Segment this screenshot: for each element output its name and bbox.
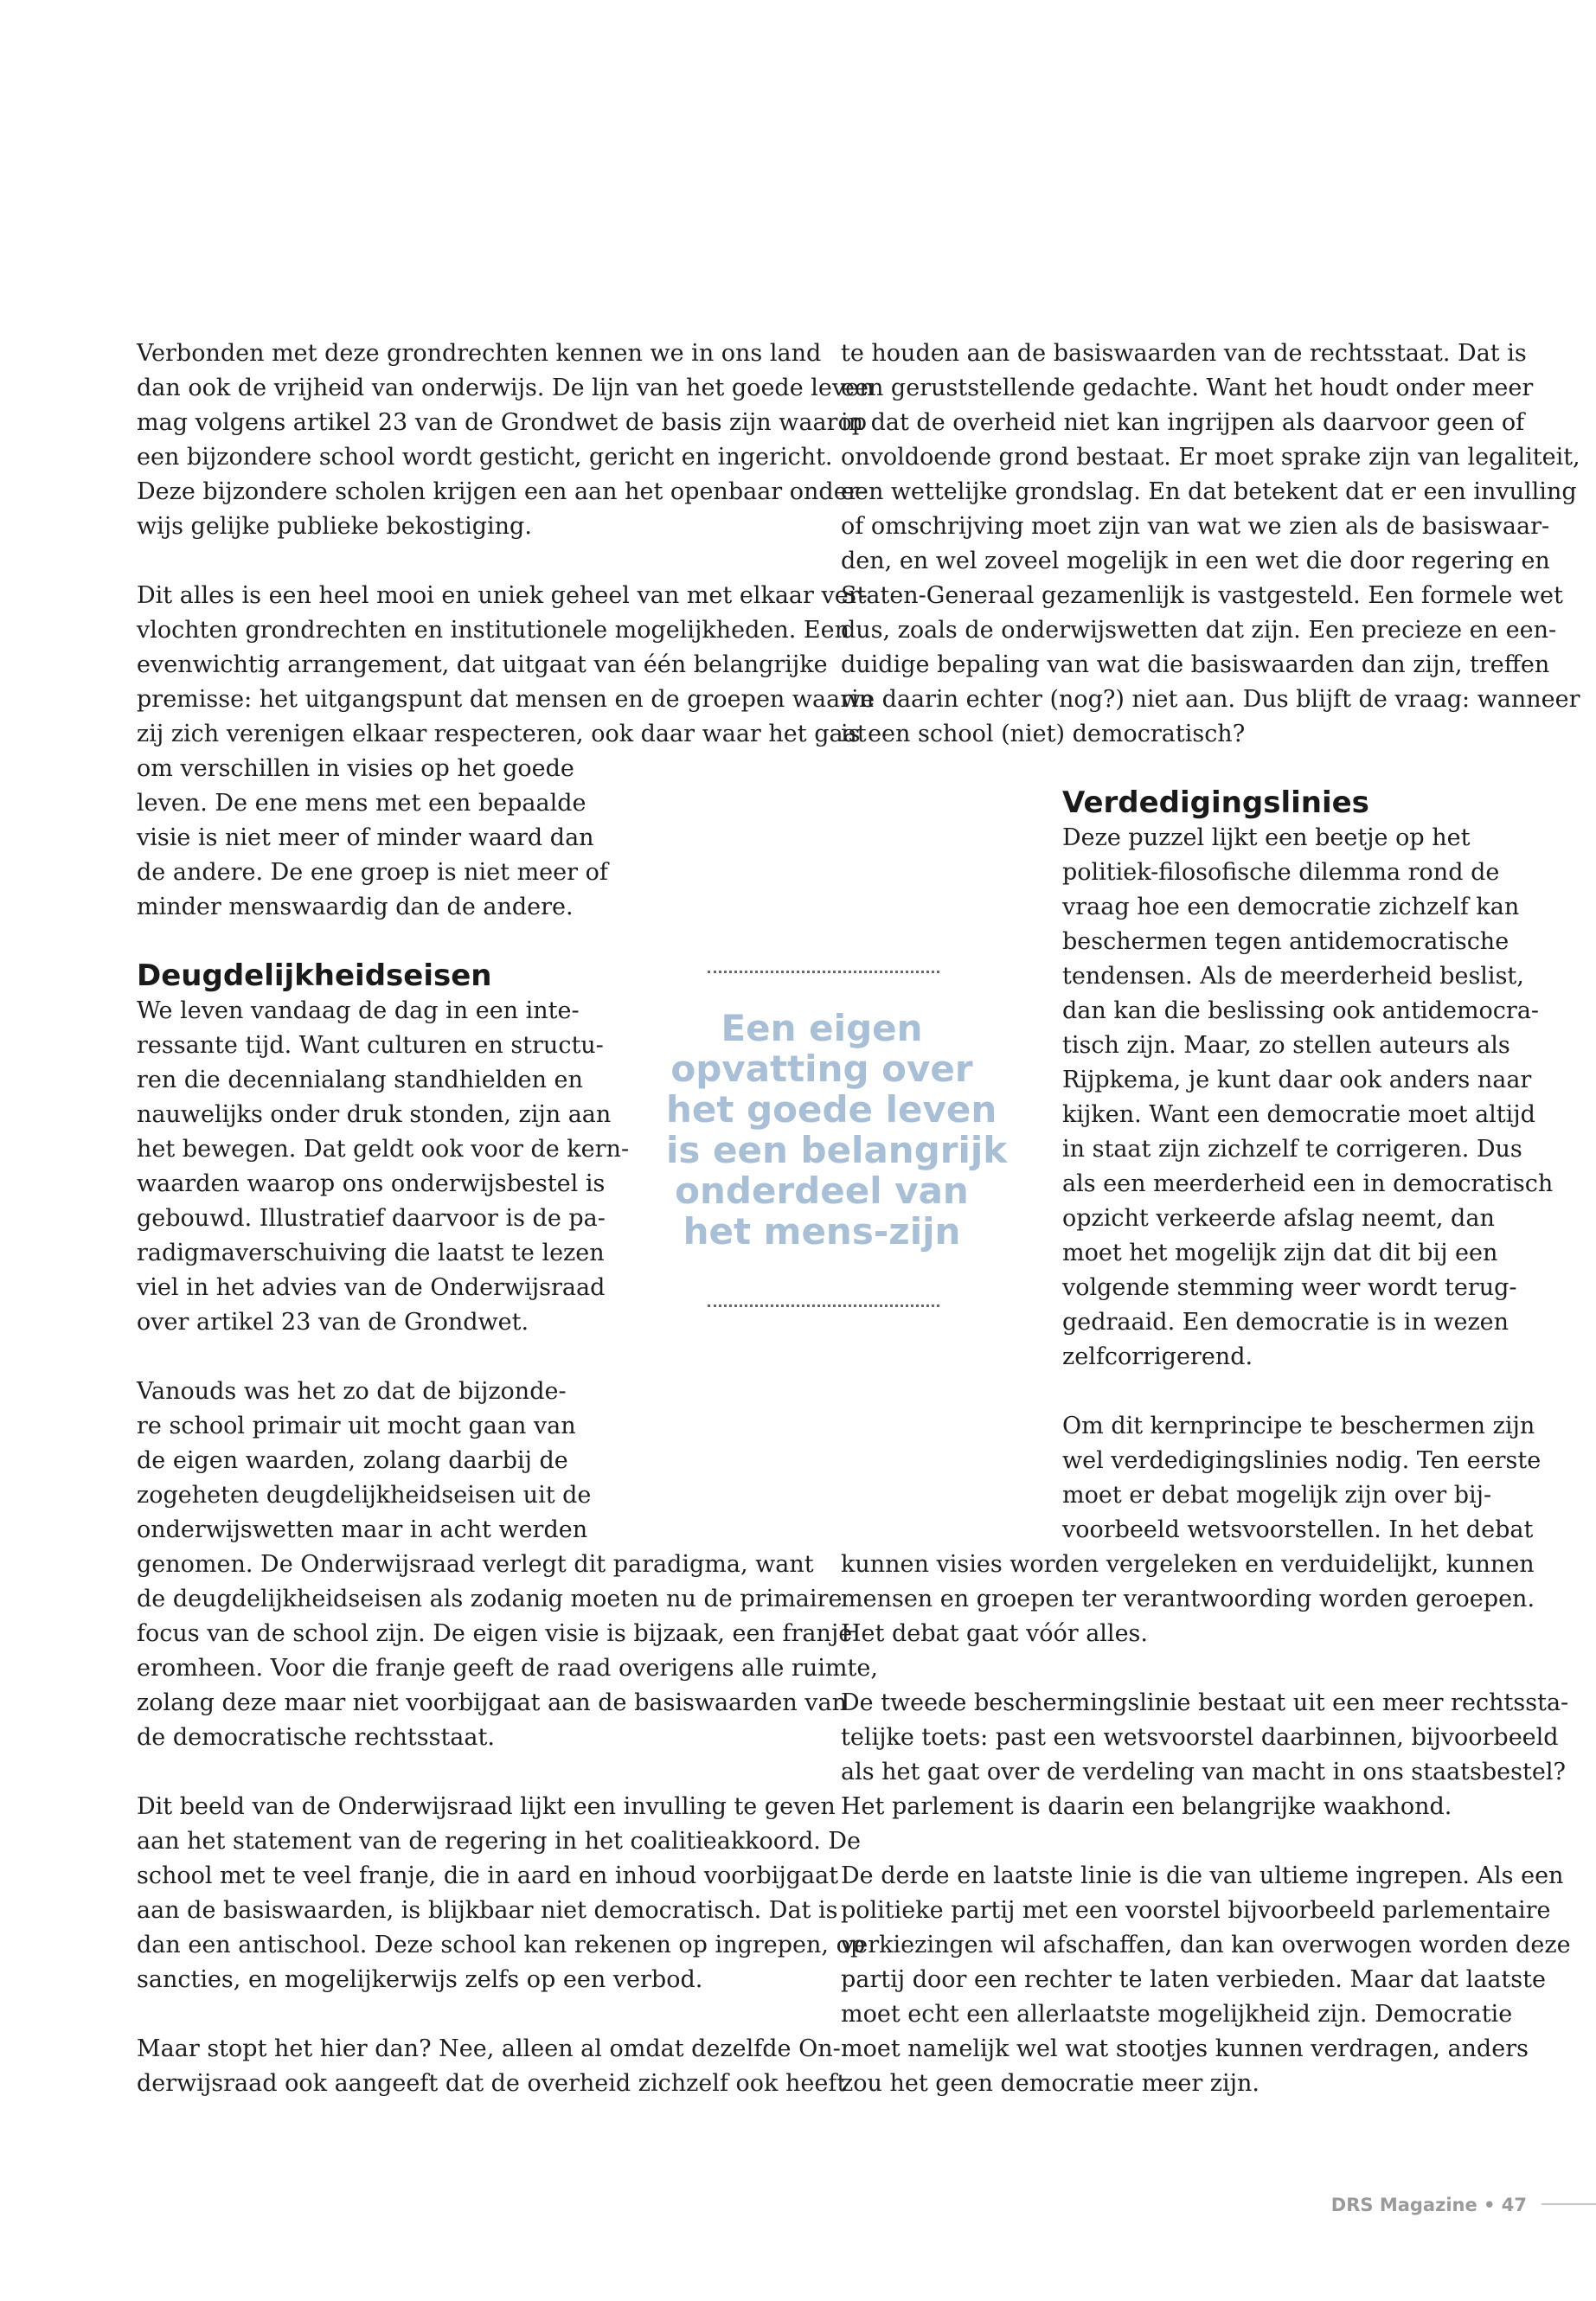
body-line: tendensen. Als de meerderheid beslist,	[1062, 963, 1524, 990]
body-line: minder menswaardig dan de andere.	[137, 894, 574, 920]
body-line: premisse: het uitgangspunt dat mensen en de groepen waarin	[137, 686, 875, 713]
body-line: te houden aan de basiswaarden van de rechtsstaat. Dat is	[841, 340, 1527, 367]
body-line: Deze bijzondere scholen krijgen een aan het openbaar onder-	[137, 478, 867, 505]
body-line: school met te veel franje, die in aard en inhoud voorbijgaat	[137, 1862, 839, 1889]
body-line: waarden waarop ons onderwijsbestel is	[137, 1170, 606, 1197]
body-line: als het gaat over de verdeling van macht in ons staatsbestel?	[841, 1759, 1566, 1785]
body-line: Het parlement is daarin een belangrijke waakhond.	[841, 1793, 1452, 1820]
body-line: eromheen. Voor die franje geeft de raad overigens alle ruimte,	[137, 1655, 878, 1682]
body-line: een geruststellende gedachte. Want het houdt onder meer	[841, 375, 1534, 401]
body-line: partij door een rechter te laten verbieden. Maar dat laatste	[841, 1966, 1546, 1993]
body-line: re school primair uit mocht gaan van	[137, 1413, 576, 1439]
body-line: zolang deze maar niet voorbijgaat aan de basiswaarden van	[137, 1689, 848, 1716]
pull-quote-line: is een belangrijk	[666, 1129, 1008, 1171]
body-line: moet namelijk wel wat stootjes kunnen verdragen, anders	[841, 2035, 1529, 2062]
body-line: als een meerderheid een in democratisch	[1062, 1170, 1554, 1197]
body-line: den, en wel zoveel mogelijk in een wet die door regering en	[841, 548, 1550, 574]
body-line: Vanouds was het zo dat de bijzonde-	[137, 1378, 567, 1405]
pull-quote-line: het goede leven	[666, 1088, 997, 1131]
body-line: zou het geen democratie meer zijn.	[841, 2070, 1260, 2097]
pull-quote	[666, 1007, 1008, 1253]
body-line: voorbeeld wetsvoorstellen. In het debat	[1062, 1516, 1534, 1543]
body-line: ressante tijd. Want culturen en structu-	[137, 1032, 604, 1059]
body-line: gedraaid. Een democratie is in wezen	[1062, 1309, 1509, 1336]
body-line: tisch zijn. Maar, zo stellen auteurs als	[1062, 1032, 1510, 1059]
body-line: volgende stemming weer wordt terug-	[1062, 1274, 1517, 1301]
section-heading-verdedigingslinies: Verdedigingslinies	[1062, 785, 1369, 820]
body-line: mensen en groepen ter verantwoording worden geroepen.	[841, 1586, 1535, 1612]
body-line: vlochten grondrechten en institutionele mogelijkheden. Een	[137, 617, 850, 644]
body-line: mag volgens artikel 23 van de Grondwet de basis zijn waarop	[137, 409, 867, 436]
body-line: genomen. De Onderwijsraad verlegt dit paradigma, want	[137, 1551, 814, 1578]
body-line: Dit alles is een heel mooi en uniek geheel van met elkaar ver-	[137, 582, 868, 609]
body-line: Rijpkema, je kunt daar ook anders naar	[1062, 1067, 1532, 1093]
pull-quote-top-divider	[708, 971, 939, 973]
body-line: De derde en laatste linie is die van ultieme ingrepen. Als een	[841, 1862, 1564, 1889]
body-line: derwijsraad ook aangeeft dat de overheid zichzelf ook heeft	[137, 2070, 847, 2097]
body-line: gebouwd. Illustratief daarvoor is de pa-	[137, 1205, 606, 1232]
body-line: onvoldoende grond bestaat. Er moet sprake zijn van legaliteit,	[841, 444, 1580, 471]
body-line: Deze puzzel lijkt een beetje op het	[1062, 824, 1471, 851]
body-line: vraag hoe een democratie zichzelf kan	[1062, 894, 1520, 920]
body-line: zij zich verenigen elkaar respecteren, ook daar waar het gaat	[137, 721, 867, 747]
footer-rule	[1542, 2203, 1596, 2205]
body-line: Het debat gaat vóór alles.	[841, 1620, 1148, 1647]
pull-quote-line: het mens-zijn	[683, 1210, 961, 1253]
body-line: politiek-filosofische dilemma rond de	[1062, 859, 1500, 886]
body-line: focus van de school zijn. De eigen visie is bijzaak, een franje	[137, 1620, 853, 1647]
body-line: dus, zoals de onderwijswetten dat zijn. Een precieze en een-	[841, 617, 1557, 644]
body-line: kunnen visies worden vergeleken en verduidelijkt, kunnen	[841, 1551, 1535, 1578]
body-line: dan kan die beslissing ook antidemocra-	[1062, 997, 1540, 1024]
body-line: de deugdelijkheidseisen als zodanig moeten nu de primaire	[137, 1586, 843, 1612]
body-line: ren die decennialang standhielden en	[137, 1067, 583, 1093]
body-line: we daarin echter (nog?) niet aan. Dus blijft de vraag: wanneer	[841, 686, 1580, 713]
body-line: het bewegen. Dat geldt ook voor de kern-	[137, 1136, 630, 1163]
body-line: duidige bepaling van wat die basiswaarden dan zijn, treffen	[841, 651, 1550, 678]
pull-quote-line: onderdeel van	[675, 1170, 969, 1212]
body-line: wijs gelijke publieke bekostiging.	[137, 513, 532, 540]
body-line: radigmaverschuiving die laatst te lezen	[137, 1240, 605, 1266]
body-line: Verbonden met deze grondrechten kennen we in ons land	[137, 340, 822, 367]
body-line: moet er debat mogelijk zijn over bij-	[1062, 1482, 1492, 1509]
body-line: dan een antischool. Deze school kan rekenen op ingrepen, op	[137, 1932, 866, 1958]
body-line: Dit beeld van de Onderwijsraad lijkt een invulling te geven	[137, 1793, 836, 1820]
body-line: over artikel 23 van de Grondwet.	[137, 1309, 529, 1336]
body-line: leven. De ene mens met een bepaalde	[137, 790, 586, 817]
body-line: opzicht verkeerde afslag neemt, dan	[1062, 1205, 1495, 1232]
body-line: visie is niet meer of minder waard dan	[137, 824, 594, 851]
body-line: viel in het advies van de Onderwijsraad	[137, 1274, 606, 1301]
body-line: De tweede beschermingslinie bestaat uit een meer rechtssta-	[841, 1689, 1569, 1716]
body-line: of omschrijving moet zijn van wat we zien als de basiswaar-	[841, 513, 1550, 540]
body-line: moet het mogelijk zijn dat dit bij een	[1062, 1240, 1498, 1266]
body-line: evenwichtig arrangement, dat uitgaat van één belangrijke	[137, 651, 828, 678]
body-line: dan ook de vrijheid van onderwijs. De lijn van het goede leven	[137, 375, 875, 401]
body-line: beschermen tegen antidemocratische	[1062, 928, 1509, 955]
body-line: onderwijswetten maar in acht werden	[137, 1516, 588, 1543]
body-line: zogeheten deugdelijkheidseisen uit de	[137, 1482, 592, 1509]
body-line: kijken. Want een democratie moet altijd	[1062, 1101, 1535, 1128]
body-line: een wettelijke grondslag. En dat betekent dat er een invulling	[841, 478, 1577, 505]
pull-quote-line: opvatting over	[670, 1048, 973, 1090]
body-line: een bijzondere school wordt gesticht, gericht en ingericht.	[137, 444, 833, 471]
body-line: sancties, en mogelijkerwijs zelfs op een verbod.	[137, 1966, 703, 1993]
body-line: aan de basiswaarden, is blijkbaar niet democratisch. Dat is	[137, 1897, 838, 1924]
body-line: telijke toets: past een wetsvoorstel daarbinnen, bijvoorbeeld	[841, 1724, 1559, 1751]
body-line: de eigen waarden, zolang daarbij de	[137, 1447, 568, 1474]
body-line: om verschillen in visies op het goede	[137, 755, 574, 782]
body-line: de andere. De ene groep is niet meer of	[137, 859, 608, 886]
body-line: zelfcorrigerend.	[1062, 1343, 1253, 1370]
body-line: nauwelijks onder druk stonden, zijn aan	[137, 1101, 612, 1128]
body-line: Staten-Generaal gezamenlijk is vastgesteld. Een formele wet	[841, 582, 1563, 609]
pull-quote-bottom-divider	[708, 1304, 939, 1307]
page-footer-label: DRS Magazine • 47	[1330, 2195, 1527, 2215]
body-line: moet echt een allerlaatste mogelijkheid zijn. Democratie	[841, 2001, 1513, 2028]
body-line: politieke partij met een voorstel bijvoorbeeld parlementaire	[841, 1897, 1551, 1924]
body-line: Om dit kernprincipe te beschermen zijn	[1062, 1413, 1535, 1439]
body-line: wel verdedigingslinies nodig. Ten eerste	[1062, 1447, 1542, 1474]
body-line: aan het statement van de regering in het coalitieakkoord. De	[137, 1828, 862, 1855]
pull-quote-line: Een eigen	[721, 1007, 923, 1049]
body-line: is een school (niet) democratisch?	[841, 721, 1246, 747]
body-line: Maar stopt het hier dan? Nee, alleen al omdat dezelfde On-	[137, 2035, 841, 2062]
body-line: de democratische rechtsstaat.	[137, 1724, 495, 1751]
section-heading-deugdelijkheidseisen: Deugdelijkheidseisen	[137, 958, 492, 993]
body-line: We leven vandaag de dag in een inte-	[137, 997, 580, 1024]
body-line: in dat de overheid niet kan ingrijpen als daarvoor geen of	[841, 409, 1525, 436]
body-line: verkiezingen wil afschaffen, dan kan overwogen worden deze	[841, 1932, 1571, 1958]
body-line: in staat zijn zichzelf te corrigeren. Dus	[1062, 1136, 1522, 1163]
